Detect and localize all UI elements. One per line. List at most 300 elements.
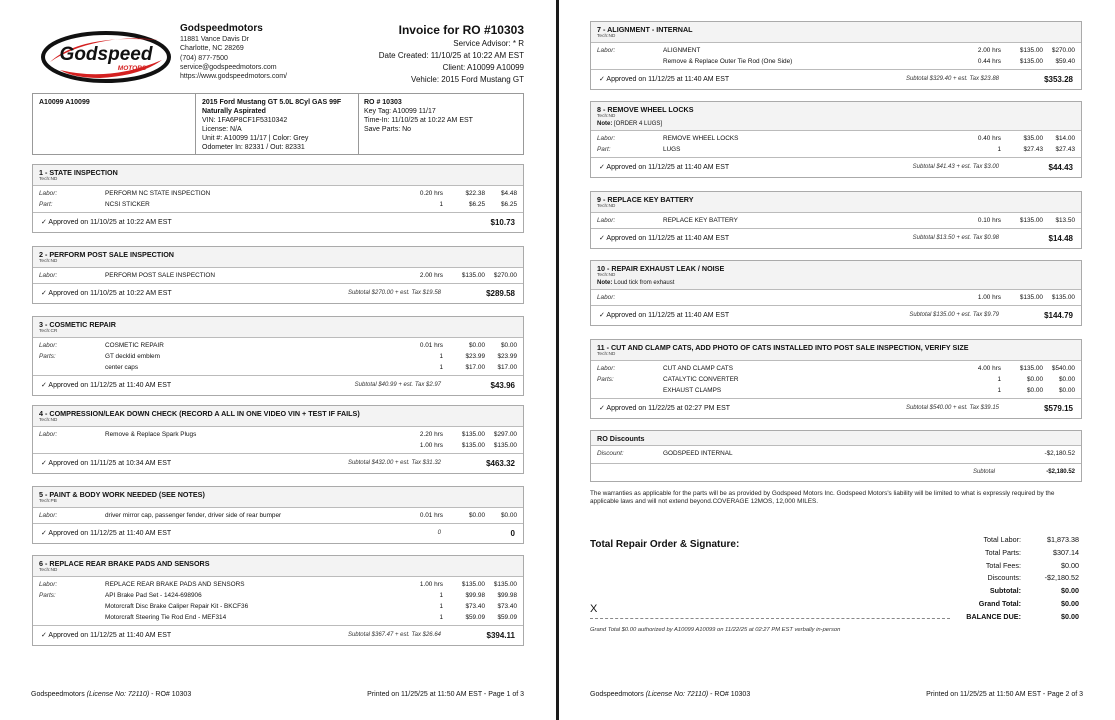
- line-type: Labor:: [597, 47, 616, 54]
- line-item: [33, 270, 523, 281]
- job-lines: [33, 427, 523, 454]
- line-description: NCSI STICKER: [105, 201, 150, 208]
- job-section: [32, 316, 524, 396]
- line-quantity: 1: [997, 376, 1001, 383]
- line-amount: $135.00: [493, 442, 517, 449]
- line-type: Parts:: [597, 376, 614, 383]
- totals-value: $0.00: [1061, 611, 1079, 621]
- line-quantity: 1: [439, 614, 443, 621]
- totals-row: [959, 573, 1079, 586]
- approval-row: [591, 306, 1081, 325]
- company-name: Godspeedmotors: [180, 23, 263, 34]
- job-tech: Tech:ND: [597, 34, 616, 39]
- job-title: 8 - REMOVE WHEEL LOCKS: [597, 105, 694, 114]
- footer-ro: - RO# 10303: [710, 691, 751, 698]
- approval-row: [33, 454, 523, 473]
- line-type: Labor:: [597, 365, 616, 372]
- job-lines: [33, 338, 523, 376]
- line-item: [591, 385, 1081, 396]
- job-subtotal: Subtotal $41.43 + est. Tax $3.00: [912, 164, 999, 170]
- approval-status: ✓ Approved on 11/10/25 at 10:22 AM EST: [41, 219, 172, 226]
- approval-status: ✓ Approved on 11/12/25 at 11:40 AM EST: [599, 312, 730, 319]
- approval-status: ✓ Approved on 11/12/25 at 11:40 AM EST: [41, 382, 172, 389]
- line-item: [33, 510, 523, 521]
- line-type: Labor:: [39, 512, 58, 519]
- approval-status: ✓ Approved on 11/12/25 at 11:40 AM EST: [599, 235, 730, 242]
- job-note-label: Note:: [597, 280, 613, 286]
- job-section: [32, 246, 524, 304]
- vehicle-odometer: Odometer In: 82331 / Out: 82331: [202, 144, 305, 151]
- job-lines: [33, 268, 523, 284]
- totals-label: BALANCE DUE:: [966, 611, 1021, 621]
- totals-row: [959, 548, 1079, 561]
- vehicle-details: [202, 98, 341, 152]
- job-header: [591, 102, 1081, 131]
- job-tech: Tech:ND: [39, 259, 58, 264]
- line-rate: $0.00: [1027, 376, 1043, 383]
- line-quantity: 1: [439, 592, 443, 599]
- line-quantity: 2.00 hrs: [419, 272, 443, 279]
- approval-status: ✓ Approved on 11/12/25 at 11:40 AM EST: [41, 632, 172, 639]
- line-amount: $23.99: [497, 353, 517, 360]
- line-type: Labor:: [39, 581, 58, 588]
- authorization-text: Grand Total $0.00 authorized by A10099 A10099 on 11/22/25 at 02:27 PM EST verbally in-person: [590, 627, 841, 633]
- line-type: Labor:: [597, 294, 616, 301]
- totals-value: -$2,180.52: [1044, 573, 1079, 583]
- job-tech: Tech:ND: [39, 418, 58, 423]
- totals-label: Subtotal:: [989, 586, 1021, 596]
- line-quantity: 1: [997, 387, 1001, 394]
- line-amount: $540.00: [1051, 365, 1075, 372]
- job-title: 7 - ALIGNMENT - INTERNAL: [597, 25, 693, 34]
- job-lines: [33, 577, 523, 626]
- approval-row: [33, 213, 523, 232]
- line-rate: $22.38: [465, 190, 485, 197]
- invoice-page-2: [559, 0, 1115, 720]
- approval-status: ✓ Approved on 11/22/25 at 02:27 PM EST: [599, 405, 731, 412]
- line-quantity: 1: [439, 201, 443, 208]
- job-title: 3 - COSMETIC REPAIR: [39, 320, 116, 329]
- line-description: PERFORM NC STATE INSPECTION: [105, 190, 211, 197]
- footer-license: (License No: 72110): [645, 691, 709, 698]
- customer-name: A10099 A10099: [39, 99, 90, 106]
- line-type: Part:: [39, 201, 53, 208]
- job-section: [32, 405, 524, 474]
- line-description: LUGS: [663, 146, 681, 153]
- company-website[interactable]: https://www.godspeedmotors.com/: [180, 73, 287, 81]
- footer-left: [590, 690, 750, 700]
- discount-title: RO Discounts: [597, 434, 645, 443]
- line-amount: $270.00: [493, 272, 517, 279]
- job-tech: Tech:ND: [39, 177, 58, 182]
- line-amount: $59.40: [1055, 58, 1075, 65]
- job-lines: [33, 186, 523, 213]
- totals-label: Total Labor:: [983, 535, 1021, 544]
- line-description: Remove & Replace Spark Plugs: [105, 431, 197, 438]
- job-title: 2 - PERFORM POST SALE INSPECTION: [39, 250, 174, 259]
- line-rate: $135.00: [1019, 58, 1043, 65]
- signature-line[interactable]: [590, 618, 950, 619]
- line-quantity: 1: [997, 146, 1001, 153]
- approval-status: ✓ Approved on 11/12/25 at 11:40 AM EST: [41, 530, 172, 537]
- line-quantity: 1.00 hrs: [419, 581, 443, 588]
- totals-label: Grand Total:: [978, 598, 1021, 608]
- job-lines: [591, 43, 1081, 70]
- line-amount: $0.00: [501, 512, 517, 519]
- line-amount: $99.98: [497, 592, 517, 599]
- line-amount: $135.00: [1051, 294, 1075, 301]
- date-created: Date Created: 11/10/25 at 10:22 AM EST: [378, 51, 524, 60]
- job-lines: [591, 361, 1081, 399]
- line-quantity: 0.40 hrs: [977, 135, 1001, 142]
- line-item: [33, 601, 523, 612]
- job-total: $289.58: [486, 289, 515, 298]
- job-lines: [591, 131, 1081, 158]
- warranty-text: The warranties as applicable for the parts will be as provided by Godspeed Motors Inc. Godspeed Motors's liability will be limited to what is expressly required by the applicable laws and will not extend beyond.COVERAGE 12MOS, 12,000 MILES.: [590, 490, 1055, 505]
- line-rate: $135.00: [461, 272, 485, 279]
- line-quantity: 4.00 hrs: [977, 365, 1001, 372]
- line-type: Parts:: [39, 353, 56, 360]
- line-rate: $17.00: [465, 364, 485, 371]
- job-subtotal: Subtotal $13.50 + est. Tax $0.98: [912, 235, 999, 241]
- approval-row: [591, 70, 1081, 89]
- job-note: [597, 120, 1075, 128]
- totals-label: Discounts:: [987, 573, 1021, 583]
- line-quantity: 2.00 hrs: [977, 47, 1001, 54]
- company-info: [180, 22, 287, 81]
- vehicle-line: 2015 Ford Mustang GT 5.0L 8Cyl GAS 99F: [202, 99, 342, 106]
- footer-left: [31, 690, 191, 700]
- approval-status: ✓ Approved on 11/12/25 at 11:40 AM EST: [599, 164, 730, 171]
- line-rate: $0.00: [1027, 387, 1043, 394]
- line-item: [591, 133, 1081, 144]
- approval-status: ✓ Approved on 11/11/25 at 10:34 AM EST: [41, 460, 172, 467]
- line-description: PERFORM POST SALE INSPECTION: [105, 272, 215, 279]
- godspeed-logo: [40, 26, 172, 84]
- line-item: [591, 292, 1081, 303]
- line-item: [33, 351, 523, 362]
- line-quantity: 1: [439, 603, 443, 610]
- line-quantity: 0.01 hrs: [419, 512, 443, 519]
- line-quantity: 1: [439, 364, 443, 371]
- approval-row: [591, 399, 1081, 418]
- line-description: API Brake Pad Set - 1424-698906: [105, 592, 202, 599]
- totals-row: [959, 561, 1079, 574]
- line-amount: $27.43: [1055, 146, 1075, 153]
- job-section: [32, 164, 524, 233]
- footer-page-info: Printed on 11/25/25 at 11:50 AM EST - Page 2 of 3: [926, 691, 1083, 698]
- line-amount: $4.48: [501, 190, 517, 197]
- job-header: [33, 247, 523, 268]
- job-total: $14.48: [1048, 234, 1073, 243]
- line-type: Parts:: [39, 592, 56, 599]
- footer-ro: - RO# 10303: [151, 691, 192, 698]
- job-note: [597, 279, 1075, 287]
- line-amount: $6.25: [501, 201, 517, 208]
- line-rate: $135.00: [1019, 217, 1043, 224]
- discount-type: Discount:: [597, 450, 624, 457]
- totals-value: $0.00: [1061, 560, 1079, 570]
- line-rate: $6.25: [469, 201, 485, 208]
- job-section: [32, 486, 524, 544]
- line-quantity: 1.00 hrs: [419, 442, 443, 449]
- line-description: REPLACE KEY BATTERY: [663, 217, 738, 224]
- line-description: center caps: [105, 364, 139, 371]
- line-quantity: 2.20 hrs: [419, 431, 443, 438]
- line-quantity: 0.44 hrs: [977, 58, 1001, 65]
- key-tag: Key Tag: A10099 11/17: [364, 108, 436, 115]
- job-subtotal: Subtotal $329.40 + est. Tax $23.88: [905, 76, 999, 82]
- job-title: 5 - PAINT & BODY WORK NEEDED (SEE NOTES): [39, 490, 205, 499]
- job-section: [590, 260, 1082, 326]
- job-header: [591, 340, 1081, 361]
- vehicle-license: License: N/A: [202, 126, 242, 133]
- job-lines: [591, 213, 1081, 229]
- line-description: COSMETIC REPAIR: [105, 342, 164, 349]
- totals-value: $1,873.38: [1047, 535, 1079, 544]
- line-rate: $23.99: [465, 353, 485, 360]
- vehicle-info-block: [32, 93, 524, 155]
- job-section: [590, 339, 1082, 419]
- job-note-label: Note:: [597, 121, 613, 127]
- divider: [358, 94, 359, 154]
- job-subtotal: 0: [437, 530, 441, 536]
- footer-page-info: Printed on 11/25/25 at 11:50 AM EST - Page 1 of 3: [367, 691, 524, 698]
- line-item: [33, 429, 523, 440]
- discount-amount: -$2,180.52: [1044, 450, 1075, 457]
- line-item: [33, 199, 523, 210]
- footer-company: Godspeedmotors: [31, 691, 85, 698]
- footer-license: (License No: 72110): [86, 691, 150, 698]
- line-item: [591, 363, 1081, 374]
- totals-row: [959, 599, 1079, 612]
- job-total: $353.28: [1044, 75, 1073, 84]
- line-quantity: 1.00 hrs: [977, 294, 1001, 301]
- vehicle-unit: Unit #: A10099 11/17 | Color: Grey: [202, 135, 309, 142]
- line-rate: $135.00: [461, 431, 485, 438]
- company-email[interactable]: service@godspeedmotors.com: [180, 63, 277, 71]
- job-section: [590, 191, 1082, 249]
- line-type: Labor:: [39, 342, 58, 349]
- totals-value: $307.14: [1053, 547, 1079, 557]
- line-rate: $99.98: [465, 592, 485, 599]
- job-tech: Tech:ND: [597, 204, 616, 209]
- approval-row: [33, 284, 523, 303]
- job-subtotal: Subtotal $135.00 + est. Tax $9.79: [909, 312, 999, 318]
- job-lines: [33, 508, 523, 524]
- line-amount: $73.40: [497, 603, 517, 610]
- job-header: [33, 406, 523, 427]
- invoice-page-1: [0, 0, 556, 720]
- line-item: [33, 340, 523, 351]
- job-section: [590, 101, 1082, 178]
- line-rate: $135.00: [461, 581, 485, 588]
- discount-section: [590, 430, 1082, 482]
- totals-value: $0.00: [1061, 598, 1079, 608]
- line-quantity: 0.01 hrs: [419, 342, 443, 349]
- approval-row: [33, 626, 523, 645]
- job-section: [32, 555, 524, 646]
- line-description: GT decklid emblem: [105, 353, 160, 360]
- discount-line: [591, 448, 1081, 459]
- line-item: [33, 590, 523, 601]
- divider: [195, 94, 196, 154]
- line-item: [591, 45, 1081, 56]
- discount-subtotal-label: Subtotal: [972, 469, 995, 475]
- job-tech: Tech:PB: [39, 499, 57, 504]
- job-header: [591, 192, 1081, 213]
- vehicle: Vehicle: 2015 Ford Mustang GT: [411, 75, 524, 84]
- line-rate: $135.00: [461, 442, 485, 449]
- line-rate: $27.43: [1023, 146, 1043, 153]
- job-total: $44.43: [1048, 163, 1073, 172]
- line-description: CUT AND CLAMP CATS: [663, 365, 733, 372]
- company-address2: Charlotte, NC 28269: [180, 45, 244, 53]
- job-total: $579.15: [1044, 404, 1073, 413]
- logo-subtext: MOTORS: [117, 65, 147, 72]
- job-title: 10 - REPAIR EXHAUST LEAK / NOISE: [597, 264, 725, 273]
- signature-x-mark: X: [590, 603, 598, 615]
- client: Client: A10099 A10099: [442, 63, 524, 72]
- totals-value: $0.00: [1061, 586, 1079, 596]
- company-address1: 11881 Vance Davis Dr: [180, 36, 249, 43]
- line-amount: $17.00: [497, 364, 517, 371]
- line-description: Motorcraft Steering Tie Rod End - MEF314: [105, 614, 227, 621]
- approval-row: [33, 376, 523, 395]
- line-rate: $73.40: [465, 603, 485, 610]
- line-amount: $297.00: [493, 431, 517, 438]
- line-amount: $0.00: [501, 342, 517, 349]
- job-header: [33, 317, 523, 338]
- totals-label: Total Parts:: [985, 547, 1021, 557]
- job-header: [33, 487, 523, 508]
- job-tech: Tech:ND: [597, 352, 616, 357]
- line-rate: $135.00: [1019, 47, 1043, 54]
- line-type: Labor:: [39, 272, 58, 279]
- invoice-header: [34, 20, 524, 90]
- line-item: [33, 579, 523, 590]
- line-item: [33, 612, 523, 623]
- line-rate: $59.09: [465, 614, 485, 621]
- totals-row: [959, 586, 1079, 599]
- job-total: $394.11: [486, 631, 515, 640]
- line-item: [591, 144, 1081, 155]
- line-quantity: 0.10 hrs: [977, 217, 1001, 224]
- job-tech: Tech:ND: [597, 273, 616, 278]
- line-amount: $0.00: [1059, 376, 1075, 383]
- job-subtotal: Subtotal $540.00 + est. Tax $39.15: [905, 405, 999, 411]
- logo-text: Godspeed: [59, 44, 153, 65]
- job-tech: Tech:CR: [39, 329, 58, 334]
- job-total: 0: [510, 529, 515, 538]
- job-total: $10.73: [490, 218, 515, 227]
- line-description: EXHAUST CLAMPS: [663, 387, 722, 394]
- line-description: REPLACE REAR BRAKE PADS AND SENSORS: [105, 581, 245, 588]
- job-lines: [591, 290, 1081, 306]
- job-tech: Tech:ND: [597, 114, 616, 119]
- job-total: $144.79: [1044, 311, 1073, 320]
- ro-number: RO # 10303: [364, 99, 402, 106]
- job-section: [590, 21, 1082, 90]
- line-rate: $135.00: [1019, 294, 1043, 301]
- line-description: ALIGNMENT: [663, 47, 701, 54]
- line-description: CATALYTIC CONVERTER: [663, 376, 739, 383]
- totals-table: [959, 535, 1079, 625]
- totals-label: Total Fees:: [985, 560, 1021, 570]
- line-type: Part:: [597, 146, 611, 153]
- save-parts: Save Parts: No: [364, 126, 412, 133]
- line-amount: $270.00: [1051, 47, 1075, 54]
- job-title: 1 - STATE INSPECTION: [39, 168, 118, 177]
- job-title: 9 - REPLACE KEY BATTERY: [597, 195, 694, 204]
- line-item: [591, 215, 1081, 226]
- line-type: Labor:: [39, 431, 58, 438]
- line-description: driver mirror cap, passenger fender, driver side of rear bumper: [105, 512, 282, 519]
- job-tech: Tech:ND: [39, 568, 58, 573]
- line-description: Motorcraft Disc Brake Caliper Repair Kit - BKCF36: [105, 603, 249, 610]
- approval-row: [33, 524, 523, 543]
- job-subtotal: Subtotal $270.00 + est. Tax $19.58: [347, 290, 441, 296]
- job-header: [33, 165, 523, 186]
- line-amount: $13.50: [1055, 217, 1075, 224]
- line-type: Labor:: [39, 190, 58, 197]
- job-note-text: Loud tick from exhaust: [614, 280, 675, 286]
- line-type: Labor:: [597, 217, 616, 224]
- line-description: REMOVE WHEEL LOCKS: [663, 135, 739, 142]
- line-item: [33, 362, 523, 373]
- line-item: [591, 56, 1081, 67]
- line-amount: $135.00: [493, 581, 517, 588]
- vehicle-aspiration: Naturally Aspirated: [202, 108, 266, 115]
- line-quantity: 0.20 hrs: [419, 190, 443, 197]
- job-total: $463.32: [486, 459, 515, 468]
- totals-row: [959, 535, 1079, 548]
- job-subtotal: Subtotal $432.00 + est. Tax $31.32: [347, 460, 441, 466]
- job-header: [591, 261, 1081, 290]
- company-phone[interactable]: (704) 877-7500: [180, 54, 228, 62]
- totals-row: [959, 612, 1079, 625]
- job-total: $43.96: [490, 381, 515, 390]
- job-title: 6 - REPLACE REAR BRAKE PADS AND SENSORS: [39, 559, 210, 568]
- line-rate: $0.00: [469, 512, 485, 519]
- job-header: [33, 556, 523, 577]
- invoice-title: Invoice for RO #10303: [398, 23, 524, 37]
- line-amount: $14.00: [1055, 135, 1075, 142]
- line-item: [591, 374, 1081, 385]
- job-title: 11 - CUT AND CLAMP CATS, ADD PHOTO OF CATS INSTALLED INTO POST SALE INSPECTION, VERIFY SIZE: [597, 343, 969, 352]
- line-type: Labor:: [597, 135, 616, 142]
- discount-subtotal: -$2,180.52: [1046, 469, 1075, 475]
- approval-row: [591, 158, 1081, 177]
- line-amount: $0.00: [1059, 387, 1075, 394]
- line-rate: $0.00: [469, 342, 485, 349]
- job-subtotal: Subtotal $40.99 + est. Tax $2.97: [354, 382, 441, 388]
- service-advisor: Service Advisor: * R: [453, 39, 524, 48]
- discount-desc: GODSPEED INTERNAL: [663, 450, 733, 457]
- line-amount: $59.09: [497, 614, 517, 621]
- line-quantity: 1: [439, 353, 443, 360]
- ro-details: [364, 98, 473, 134]
- footer-company: Godspeedmotors: [590, 691, 644, 698]
- job-title: 4 - COMPRESSION/LEAK DOWN CHECK (RECORD A ALL IN ONE VIDEO VIN + TEST IF FAILS): [39, 409, 360, 418]
- approval-status: ✓ Approved on 11/10/25 at 10:22 AM EST: [41, 290, 172, 297]
- vehicle-vin: VIN: 1FA6P8CF1F5310342: [202, 117, 288, 124]
- approval-row: [591, 229, 1081, 248]
- job-subtotal: Subtotal $367.47 + est. Tax $26.64: [347, 632, 441, 638]
- job-note-text: [ORDER 4 LUGS]: [614, 121, 663, 127]
- line-description: Remove & Replace Outer Tie Rod (One Side): [663, 58, 793, 65]
- time-in: Time-In: 11/10/25 at 10:22 AM EST: [364, 117, 473, 124]
